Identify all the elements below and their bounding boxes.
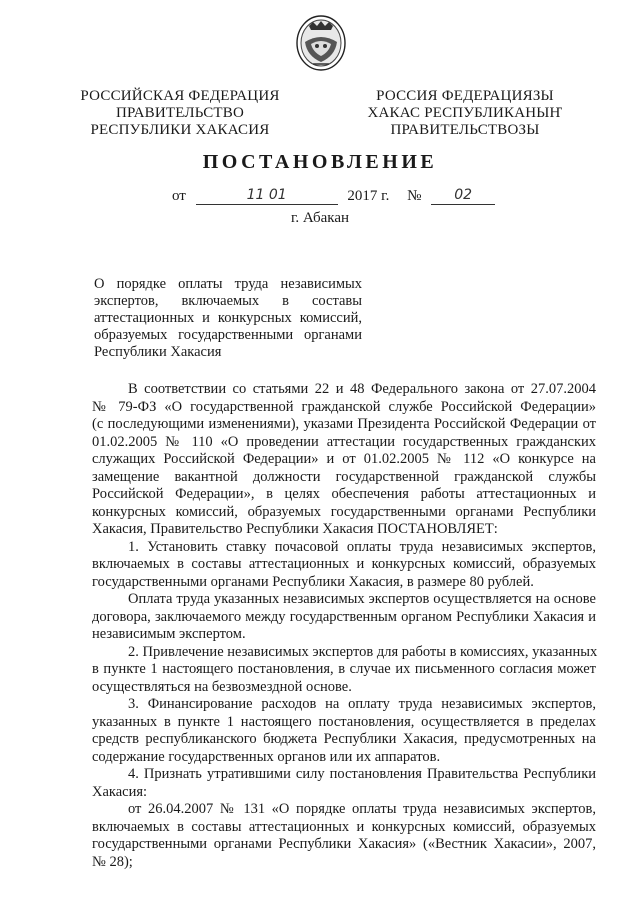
- header-right-block: [345, 88, 585, 139]
- body-line: 4. Признать утратившими силу постановления Правительства Республики: [128, 766, 596, 782]
- body-line: 3. Финансирование расходов на оплату труда независимых экспертов,: [128, 696, 596, 712]
- body-line: средств республиканского бюджета Республики Хакасия, предусмотренных на: [92, 731, 596, 747]
- body-line: включаемых в составы аттестационных и конкурсных комиссий, образуемых: [92, 818, 596, 835]
- body-line: 2. Привлечение независимых экспертов для работы в комиссиях, указанных: [128, 643, 598, 660]
- header-left-block: [60, 88, 300, 139]
- document-body: [92, 381, 596, 871]
- year-label: 2017 г.: [347, 188, 390, 204]
- body-line: договора, заключаемого между государственным органом Республики Хакасия и: [92, 608, 596, 625]
- subject-line: О порядке оплаты труда независимых: [94, 276, 362, 292]
- date-prefix: от: [172, 188, 186, 204]
- body-line: государственными органами Республики Хакасия» («Вестник Хакасии», 2007,: [92, 836, 596, 852]
- document-type-title: ПОСТАНОВЛЕНИЕ: [202, 151, 438, 173]
- body-line: конкурсных комиссий, образуемых государственными органами Республики: [92, 503, 596, 520]
- coat-of-arms-emblem: [295, 12, 347, 72]
- body-line: включаемых в составы аттестационных и конкурсных комиссий, образуемых: [92, 556, 596, 572]
- header-right-line: ХАКАС РЕСПУБЛИКАНЫҤ: [367, 105, 563, 121]
- body-line: 01.02.2005 № 110 «О проведении аттестации государственных гражданских: [92, 433, 596, 450]
- header-left-line: ПРАВИТЕЛЬСТВО: [115, 105, 245, 121]
- number-field: 02: [431, 186, 495, 205]
- body-line: замещение вакантной должности государственной гражданской службы: [92, 468, 596, 485]
- body-line: В соответствии со статьями 22 и 48 Федерального закона от 27.07.2004: [128, 381, 596, 397]
- city-label: г. Абакан: [290, 210, 350, 226]
- subject-line: образуемых государственными органами: [94, 327, 362, 343]
- body-line: Хакасия, Правительство Республики Хакасия ПОСТАНОВЛЯЕТ:: [92, 521, 498, 537]
- subject-line: аттестационных и конкурсных комиссий,: [94, 310, 362, 326]
- header-left-line: РЕСПУБЛИКИ ХАКАСИЯ: [90, 122, 270, 138]
- body-line: государственными органами Республики Хакасия, в размере 80 рублей.: [92, 573, 534, 590]
- document-subject: [94, 276, 362, 361]
- body-line: в пункте 1 настоящего постановления, в случае их письменного согласия может: [92, 661, 596, 677]
- body-line: независимым экспертом.: [92, 626, 246, 642]
- date-field: 11 01: [196, 186, 338, 205]
- body-line: Российской Федерации», в целях обеспечения работы аттестационных и: [92, 486, 596, 502]
- body-line: от 26.04.2007 № 131 «О порядке оплаты труда независимых экспертов,: [128, 801, 596, 817]
- body-line: Хакасия:: [92, 783, 148, 800]
- body-line: (с последующими изменениями), указами Президента Российской Федерации от: [92, 416, 596, 432]
- body-line: № 28);: [92, 853, 133, 870]
- subject-line: Республики Хакасия: [94, 344, 222, 360]
- body-line: содержание государственных органов или их аппаратов.: [92, 748, 441, 765]
- body-line: служащих Российской Федерации» и от 01.02.2005 № 112 «О конкурсе на: [92, 451, 596, 467]
- body-line: указанных в пункте 1 настоящего постановления, осуществляется в пределах: [92, 713, 596, 730]
- subject-line: экспертов, включаемых в составы: [94, 293, 362, 309]
- header-right-line: РОССИЯ ФЕДЕРАЦИЯЗЫ: [376, 88, 554, 104]
- date-number-line: [172, 186, 495, 205]
- header-right-line: ПРАВИТЕЛЬСТВОЗЫ: [390, 122, 540, 138]
- body-line: осуществляться на безвозмездной основе.: [92, 678, 352, 695]
- body-line: № 79-ФЗ «О государственной гражданской службе Российской Федерации»: [92, 398, 596, 415]
- number-label: №: [407, 188, 422, 204]
- body-line: Оплата труда указанных независимых экспертов осуществляется на основе: [128, 591, 596, 607]
- body-line: 1. Установить ставку почасовой оплаты труда независимых экспертов,: [128, 538, 596, 555]
- header-left-line: РОССИЙСКАЯ ФЕДЕРАЦИЯ: [80, 88, 280, 104]
